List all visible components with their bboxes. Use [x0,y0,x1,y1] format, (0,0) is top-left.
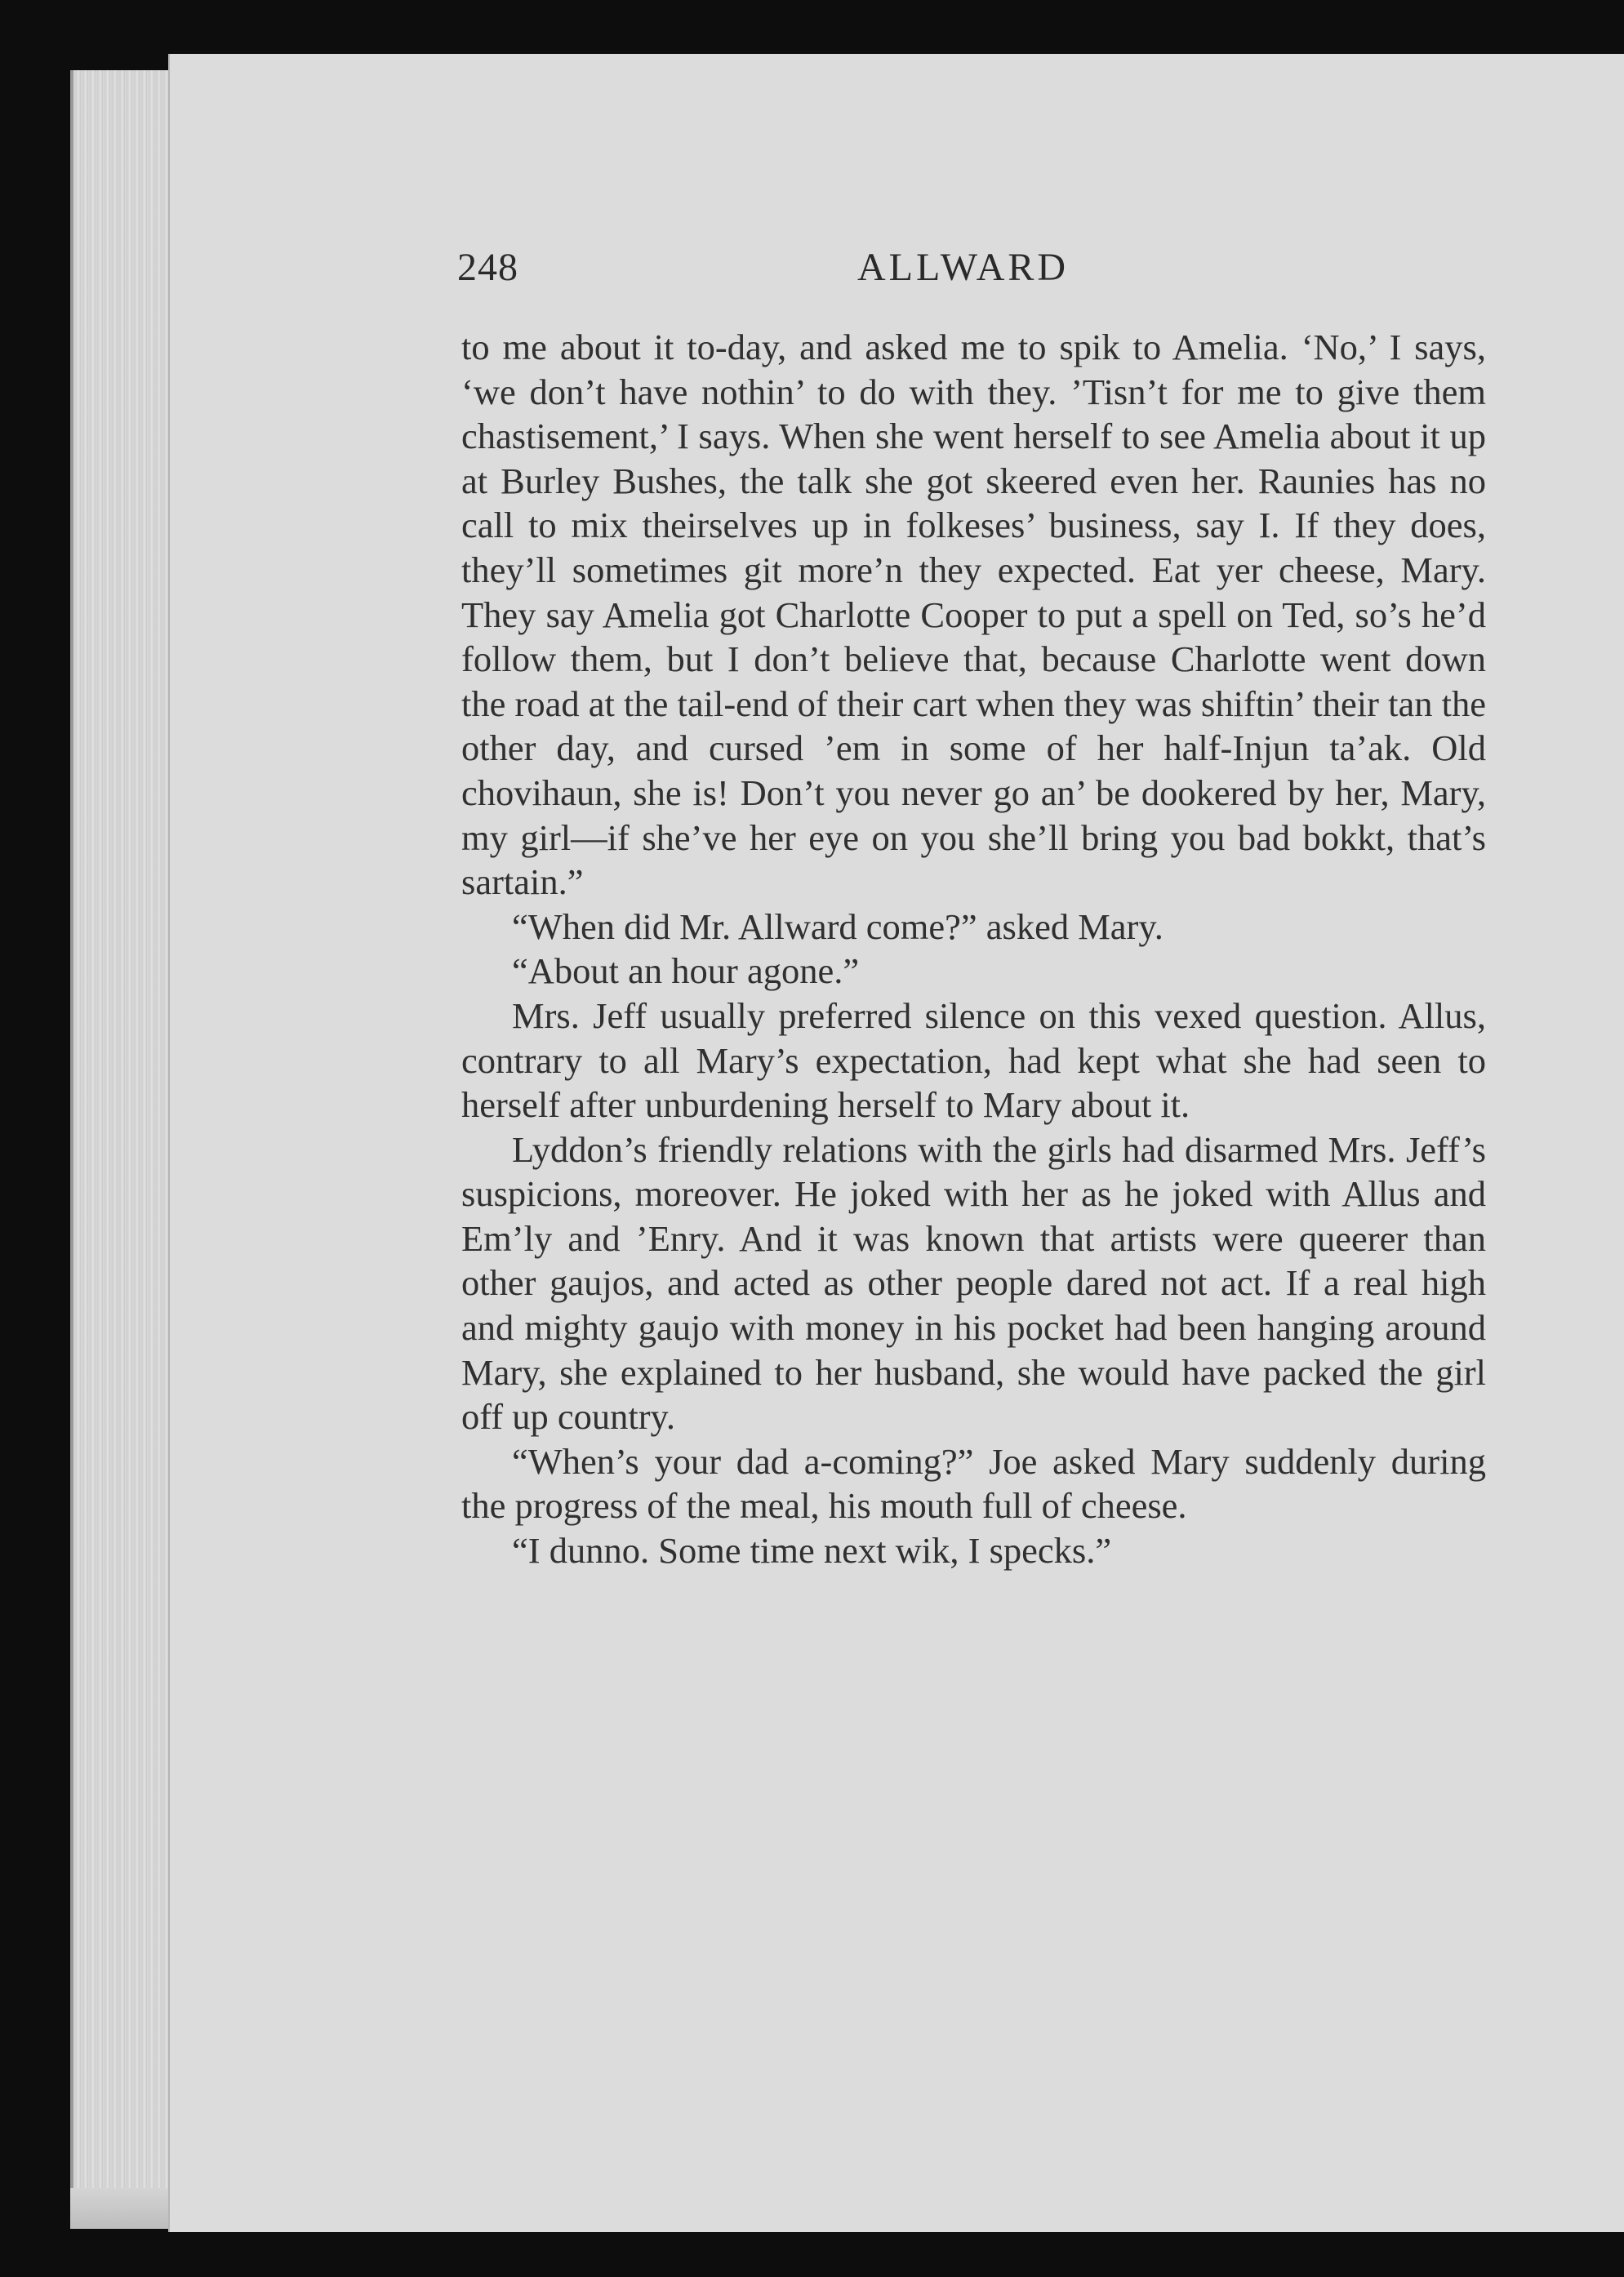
paragraph: Lyddon’s friendly relations with the girls had disarmed Mrs. Jeff’s suspicions, moreover. He joked with her as he joked with Allus and Em’ly and ’Enry. And it was known that artists were queerer than other gaujos, and acted as other people dared not act. If a real high and mighty gaujo with money in his pocket had been hanging around Mary, she explained to her husband, she would have packed the girl off up country. [461,1128,1486,1438]
page-edges [70,70,180,2221]
paragraph: “When’s your dad a-coming?” Joe asked Mary suddenly during the progress of the meal, his mouth full of cheese. [461,1440,1486,1527]
paragraph: to me about it to-day, and asked me to spik to Amelia. ‘No,’ I says, ‘we don’t have nothin’ to do with they. ’Tisn’t for me to give them chastisement,’ I says. When she went herself to see Amelia about it up at Burley Bushes, the talk she got skeered even her. Raunies has no call to mix theirselves up in folkeses’ business, say I. If they does, they’ll sometimes git more’n they expected. Eat yer cheese, Mary. They say Amelia got Charlotte Cooper to put a spell on Ted, so’s he’d follow them, but I don’t believe that, because Charlotte went down the road at the tail-end of their cart when they was shiftin’ their tan the other day, and cursed ’em in some of her half-Injun ta’ak. Old chovihaun, she is! Don’t you never go an’ be dookered by her, Mary, my girl—if she’ve her eye on you she’ll bring you bad bokkt, that’s sartain.” [461,327,1486,903]
page-header [457,245,1502,310]
page-number: 248 [457,246,518,289]
paragraph: “I dunno. Some time next wik, I specks.” [512,1530,1112,1572]
paragraph: “When did Mr. Allward come?” asked Mary. [512,905,1163,947]
running-head: ALLWARD [857,246,1070,289]
paragraph: Mrs. Jeff usually preferred silence on this vexed question. Allus, contrary to all Mary’s expectation, had kept what she had seen to herself after unburdening herself to Mary about it. [461,994,1486,1126]
paragraph: “About an hour agone.” [512,950,860,992]
body-text [461,325,1486,1573]
